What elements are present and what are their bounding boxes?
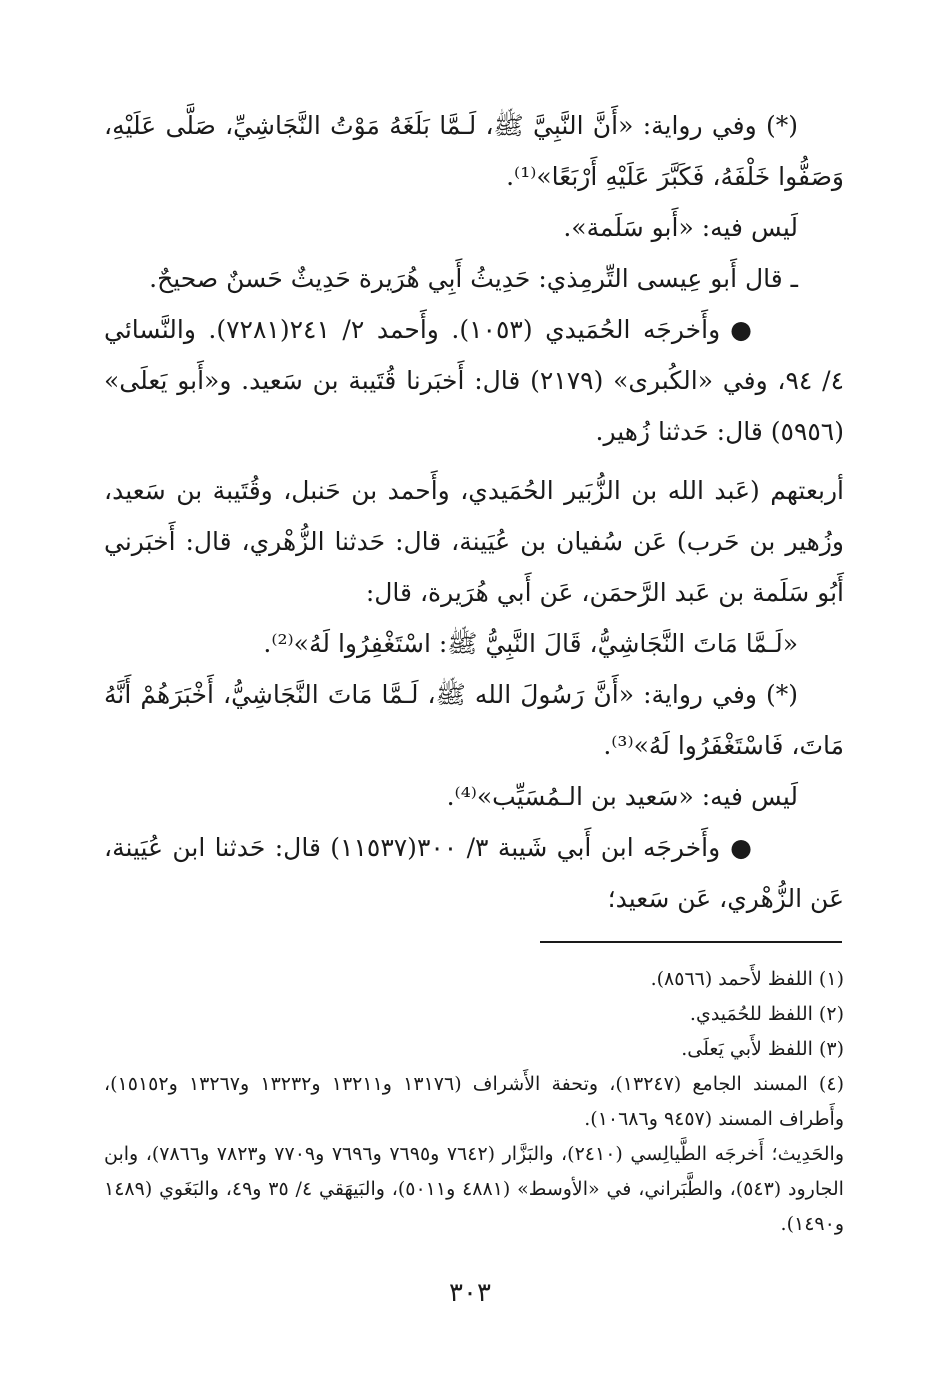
paragraph-narration-variant-1: (*) وفي رواية: «أَنَّ النَّبِيَّ ﷺ، لَـمَّا بَلَغَهُ مَوْتُ النَّجَاشِيِّ، صَلَّى عَلَيْهِ، وَصَفُّوا خَلْفَهُ، فَكَبَّرَ عَلَيْهِ أَرْبَعًا»⁽¹⁾. bbox=[104, 111, 844, 191]
paragraph-not-included-1: لَيس فيه: «أَبو سَلَمة». bbox=[563, 213, 798, 242]
footnote-1: (١) اللفظ لأَحمد (٨٥٦٦). bbox=[650, 968, 844, 990]
bullet-icon: ● bbox=[730, 315, 752, 344]
paragraph-narration-variant-2: (*) وفي رواية: «أَنَّ رَسُولَ الله ﷺ، لَـمَّا مَاتَ النَّجَاشِيُّ، أَخْبَرَهُمْ أَنَّهُ مَاتَ، فَاسْتَغْفَرُوا لَهُ»⁽³⁾. bbox=[104, 680, 844, 760]
footnote-3: (٣) اللفظ لأَبي يَعلَى. bbox=[681, 1038, 844, 1060]
paragraph-tirmidhi-grading: ـ قال أَبو عِيسى التِّرمِذي: حَدِيثُ أَبِي هُرَيرة حَدِيثٌ حَسنٌ صحيحٌ. bbox=[149, 264, 798, 293]
bullet-icon: ● bbox=[730, 833, 752, 862]
paragraph-isnad: أربعتهم (عَبد الله بن الزُّبَير الحُمَيدي، وأَحمد بن حَنبل، وقُتَيبة بن سَعيد، وزُهير بن حَرب) عَن سُفيان بن عُيَينة، قال: حَدثنا الزُّهْري، قال: أَخبَرني أَبُو سَلَمة بن عَبد الرَّحمَن، عَن أَبي هُرَيرة، قال: bbox=[104, 476, 844, 607]
footnote-4: (٤) المسند الجامع (١٣٢٤٧)، وتحفة الأَشراف (١٣١٧٦ و١٣٢١١ و١٣٢٣٢ و١٣٢٦٧ و١٥١٥٢)، وأَطراف المسند (٩٤٥٧ و١٠٦٨٦). bbox=[104, 1073, 844, 1130]
paragraph-takhrij-2-text: وأَخرجَه ابن أَبي شَيبة ٣/ ٣٠٠(١١٥٣٧) قال: حَدثنا ابن عُيَينة، عَن الزُّهْري، عَن سَعيد؛ bbox=[104, 833, 844, 913]
footnote-2: (٢) اللفظ للحُمَيدي. bbox=[689, 1003, 844, 1025]
paragraph-takhrij-2 bbox=[104, 822, 844, 924]
page-number: ٣٠٣ bbox=[449, 1278, 491, 1308]
footnotes bbox=[104, 962, 844, 1242]
paragraph-takhrij-1 bbox=[104, 304, 844, 457]
footnote-separator bbox=[540, 941, 842, 943]
paragraph-hadith-text: «لَـمَّا مَاتَ النَّجَاشِيُّ، قَالَ النَّبِيُّ ﷺ: اسْتَغْفِرُوا لَهُ»⁽²⁾. bbox=[263, 629, 798, 658]
paragraph-not-included-2: لَيس فيه: «سَعيد بن الـمُسَيِّب»⁽⁴⁾. bbox=[446, 782, 798, 811]
paragraph-takhrij-1-text: وأَخرجَه الحُمَيدي (١٠٥٣). وأَحمد ٢/ ٢٤١(٧٢٨١). والنَّسائي ٤/ ٩٤، وفي «الكُبرى» (٢١٧٩) قال: أَخبَرنا قُتَيبة بن سَعيد. و«أَبو يَعلَى» (٥٩٥٦) قال: حَدثنا زُهير. bbox=[104, 315, 844, 446]
footnote-4-continuation: والحَدِيث؛ أَخرجَه الطَّيالِسي (٢٤١٠)، والبَزَّار (٧٦٤٢ و٧٦٩٥ و٧٦٩٦ و٧٧٠٩ و٧٨٢٣ و٧٨٦٦)، وابن الجارود (٥٤٣)، والطَّبَراني، في «الأوسط» (٤٨٨١ و٥٠١١)، والبَيهَقي ٤/ ٣٥ و٤٩، والبَغَوي (١٤٨٩ و١٤٩٠). bbox=[104, 1143, 845, 1235]
main-text bbox=[104, 100, 844, 924]
